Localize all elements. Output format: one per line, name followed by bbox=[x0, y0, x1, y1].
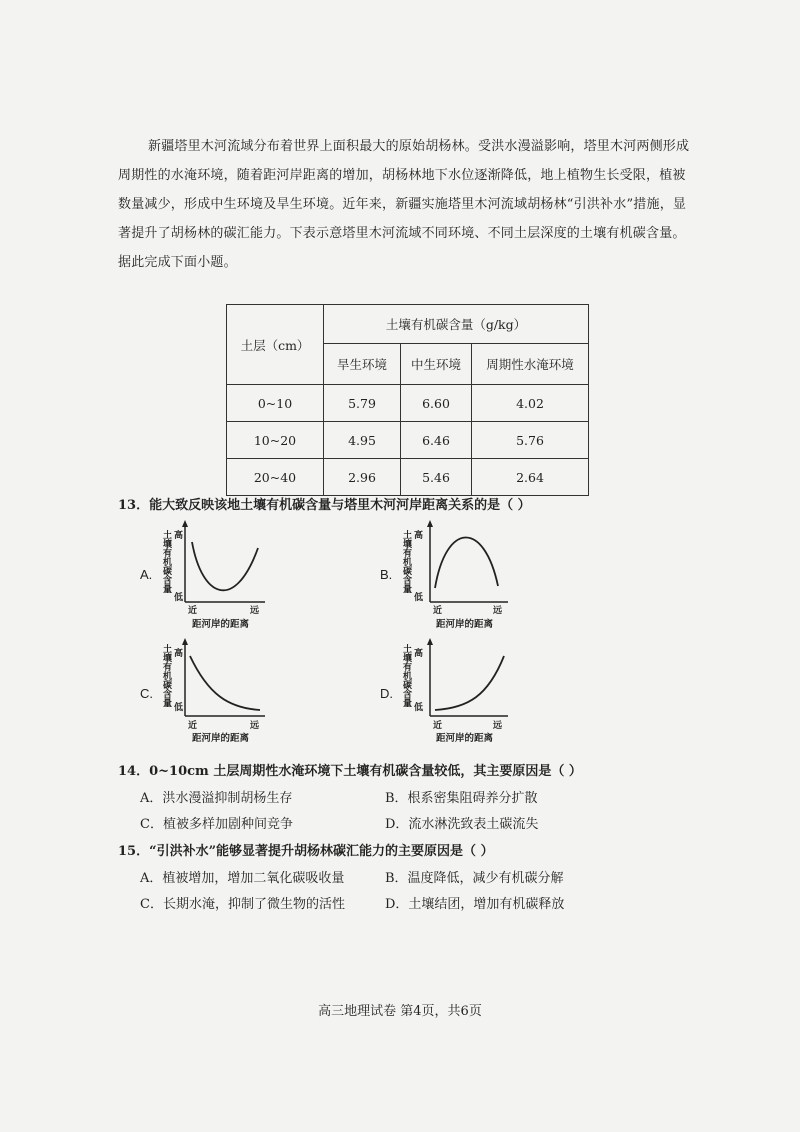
x-far-label: 远 bbox=[493, 721, 503, 731]
question-15-title: 15．“引洪补水”能够显著提升胡杨林碳汇能力的主要原因是（ ） bbox=[118, 844, 494, 859]
page-footer: 高三地理试卷 第4页，共6页 bbox=[318, 1004, 482, 1019]
y-high-label: 高 bbox=[414, 649, 424, 659]
option-letter: D. bbox=[380, 686, 393, 701]
layer-cell: 20~40 bbox=[227, 459, 324, 496]
q14-option-b[interactable]: B．根系密集阻碍养分扩散 bbox=[385, 791, 538, 806]
column-header: 中生环境 bbox=[401, 344, 472, 385]
q15-option-a[interactable]: A．植被增加，增加二氧化碳吸收量 bbox=[140, 871, 345, 886]
graph-a bbox=[140, 520, 290, 635]
layer-header: 土层（cm） bbox=[227, 305, 324, 385]
inverted-u-curve bbox=[435, 537, 498, 588]
x-far-label: 远 bbox=[250, 721, 260, 731]
y-low-label: 低 bbox=[414, 593, 424, 603]
y-high-label: 高 bbox=[414, 531, 424, 541]
x-axis-label: 距河岸的距离 bbox=[192, 619, 250, 630]
table-row bbox=[227, 385, 589, 422]
y-axis-label: 土壤有机碳含量 bbox=[161, 530, 171, 593]
value-cell: 2.64 bbox=[472, 459, 589, 496]
value-cell: 6.46 bbox=[401, 422, 472, 459]
table-row bbox=[227, 459, 589, 496]
y-high-label: 高 bbox=[174, 531, 184, 541]
graph-c bbox=[140, 638, 290, 753]
value-cell: 5.46 bbox=[401, 459, 472, 496]
intro-paragraph bbox=[118, 132, 718, 277]
value-cell: 5.79 bbox=[324, 385, 401, 422]
increasing-curve bbox=[435, 656, 504, 710]
table-row bbox=[227, 422, 589, 459]
option-letter: C. bbox=[140, 686, 153, 701]
x-axis-label: 距河岸的距离 bbox=[436, 733, 494, 744]
graph-b bbox=[380, 520, 530, 635]
intro-line: 数量减少，形成中生环境及旱生环境。近年来，新疆实施塔里木河流域胡杨林“引洪补水”措施，显 bbox=[118, 197, 687, 212]
graph-d bbox=[380, 638, 530, 753]
q15-option-b[interactable]: B．温度降低，减少有机碳分解 bbox=[385, 871, 564, 886]
soil-carbon-table bbox=[226, 304, 589, 496]
q15-option-d[interactable]: D．土壤结团，增加有机碳释放 bbox=[385, 897, 565, 912]
intro-line: 著提升了胡杨林的碳汇能力。下表示意塔里木河流域不同环境、不同土层深度的土壤有机碳含量。 bbox=[118, 226, 686, 241]
value-cell: 5.76 bbox=[472, 422, 589, 459]
y-high-label: 高 bbox=[174, 649, 184, 659]
y-axis-label: 土壤有机碳含量 bbox=[161, 644, 171, 707]
q14-option-c[interactable]: C．植被多样加剧种间竞争 bbox=[140, 817, 293, 832]
x-axis-label: 距河岸的距离 bbox=[436, 619, 494, 630]
y-low-label: 低 bbox=[174, 593, 184, 603]
x-near-label: 近 bbox=[433, 721, 443, 731]
q14-option-a[interactable]: A．洪水漫溢抑制胡杨生存 bbox=[140, 791, 293, 806]
value-cell: 2.96 bbox=[324, 459, 401, 496]
y-low-label: 低 bbox=[174, 703, 184, 713]
value-cell: 6.60 bbox=[401, 385, 472, 422]
q14-option-d[interactable]: D．流水淋洗致表土碳流失 bbox=[385, 817, 539, 832]
option-letter: A. bbox=[140, 567, 153, 582]
carbon-header: 土壤有机碳含量（g/kg） bbox=[324, 305, 589, 344]
u-shaped-curve bbox=[192, 542, 258, 590]
decreasing-curve bbox=[190, 656, 260, 710]
x-near-label: 近 bbox=[188, 721, 198, 731]
x-far-label: 远 bbox=[493, 606, 503, 616]
layer-cell: 0~10 bbox=[227, 385, 324, 422]
intro-line: 新疆塔里木河流域分布着世界上面积最大的原始胡杨林。受洪水漫溢影响，塔里木河两侧形成 bbox=[148, 139, 690, 154]
question-13-title: 13．能大致反映该地土壤有机碳含量与塔里木河河岸距离关系的是（ ） bbox=[118, 498, 531, 513]
column-header: 周期性水淹环境 bbox=[472, 344, 589, 385]
layer-cell: 10~20 bbox=[227, 422, 324, 459]
y-axis-label: 土壤有机碳含量 bbox=[401, 530, 411, 593]
intro-line: 周期性的水淹环境，随着距河岸距离的增加，胡杨林地下水位逐渐降低，地上植物生长受限，植被 bbox=[118, 168, 686, 183]
option-letter: B. bbox=[380, 567, 393, 582]
x-near-label: 近 bbox=[433, 606, 443, 616]
question-14-title: 14．0~10cm 土层周期性水淹环境下土壤有机碳含量较低，其主要原因是（ ） bbox=[118, 764, 582, 779]
y-axis-label: 土壤有机碳含量 bbox=[401, 644, 411, 707]
x-axis-label: 距河岸的距离 bbox=[192, 733, 250, 744]
x-near-label: 近 bbox=[188, 606, 198, 616]
value-cell: 4.02 bbox=[472, 385, 589, 422]
q15-option-c[interactable]: C．长期水淹，抑制了微生物的活性 bbox=[140, 897, 345, 912]
column-header: 旱生环境 bbox=[324, 344, 401, 385]
x-far-label: 远 bbox=[250, 606, 260, 616]
y-low-label: 低 bbox=[414, 703, 424, 713]
value-cell: 4.95 bbox=[324, 422, 401, 459]
intro-line: 据此完成下面小题。 bbox=[118, 255, 237, 270]
